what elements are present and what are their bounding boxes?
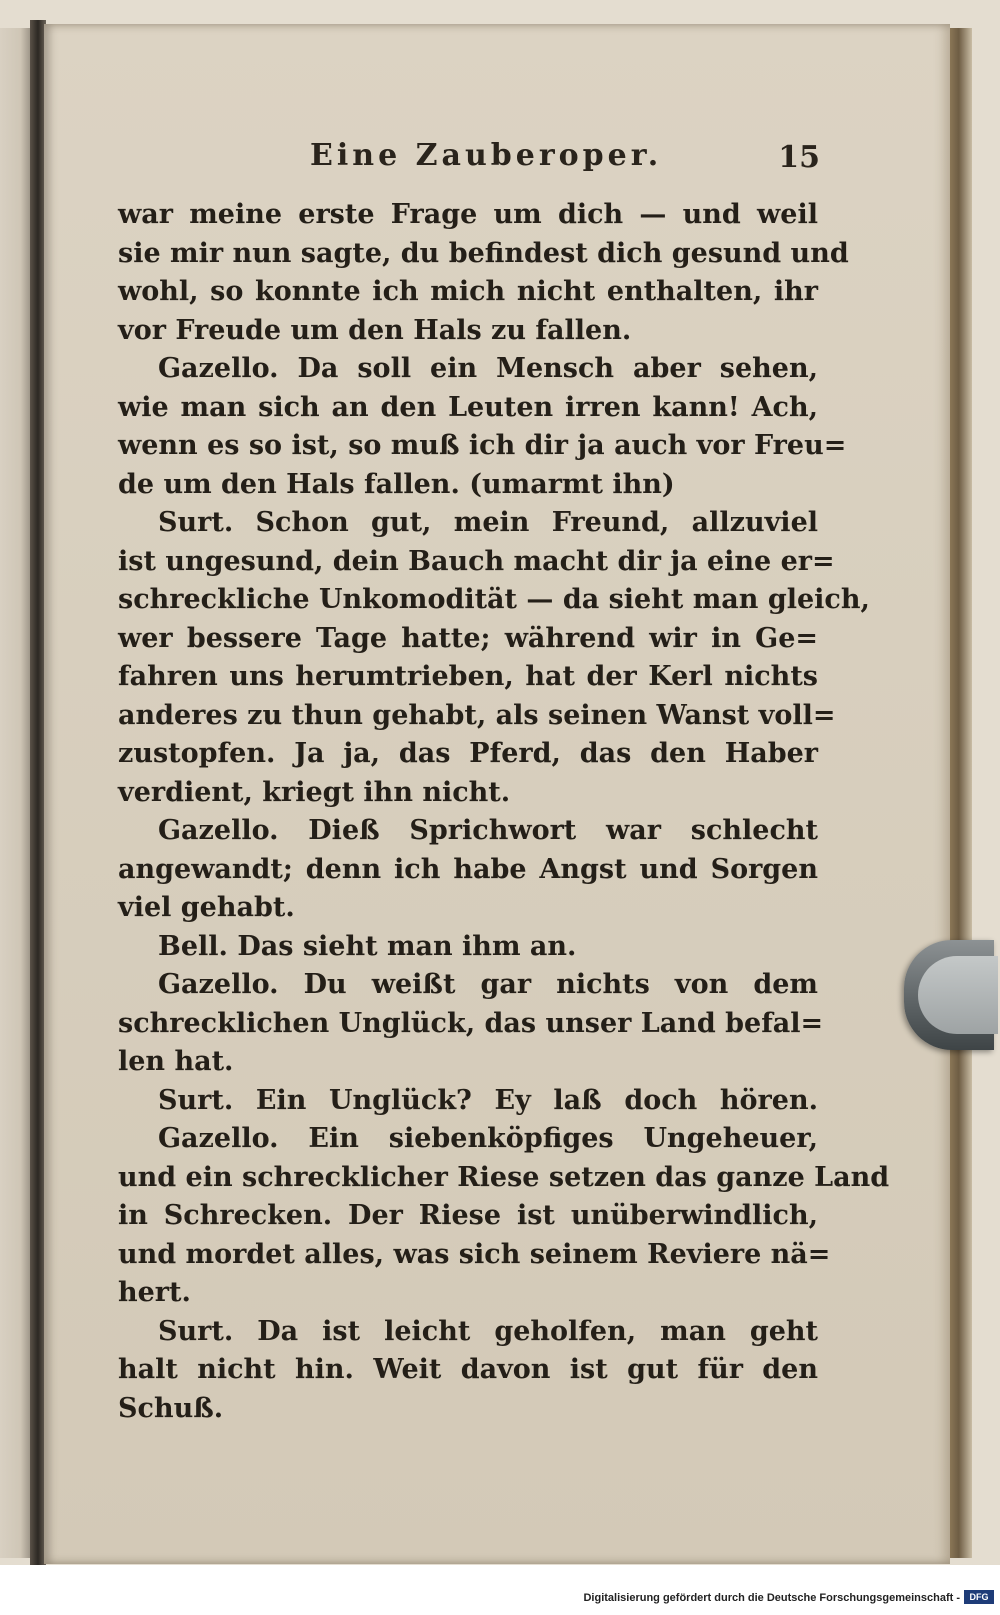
text-line: und mordet alles, was sich seinem Reviere nä= xyxy=(118,1238,831,1270)
text-line: Surt. Schon gut, mein Freund, allzuviel xyxy=(158,507,818,538)
text-line: Gazello. Da soll ein Mensch aber sehen, xyxy=(158,353,818,384)
body-text xyxy=(118,196,890,1428)
left-page-edge xyxy=(0,28,34,1558)
text-line: schrecklichen Unglück, das unser Land befal= xyxy=(118,1007,824,1039)
digitization-footer xyxy=(0,1580,1000,1615)
text-line: de um den Hals fallen. (umarmt ihn) xyxy=(118,468,675,500)
text-line: Surt. Ein Unglück? Ey laß doch hören. xyxy=(158,1084,818,1116)
text-line: halt nicht hin. Weit davon ist gut für den xyxy=(118,1354,818,1385)
page-clip-highlight xyxy=(918,956,998,1034)
text-line: Gazello. Dieß Sprichwort war schlecht xyxy=(158,815,818,846)
text-line: Surt. Da ist leicht geholfen, man geht xyxy=(158,1315,818,1347)
text-line: zustopfen. Ja ja, das Pferd, das den Haber xyxy=(118,738,818,769)
text-line: wie man sich an den Leuten irren kann! Ach, xyxy=(118,391,818,423)
text-line: anderes zu thun gehabt, als seinen Wanst voll= xyxy=(118,699,836,731)
page-number: 15 xyxy=(778,140,820,175)
scan-bottom-margin xyxy=(0,1565,1000,1580)
text-line: wenn es so ist, so muß ich dir ja auch vor Freu= xyxy=(118,430,847,461)
text-line: war meine erste Frage um dich — und weil xyxy=(118,199,818,230)
text-line: len hat. xyxy=(118,1046,234,1077)
text-line: verdient, kriegt ihn nicht. xyxy=(118,776,511,808)
dfg-logo: DFG xyxy=(964,1590,994,1604)
text-line: fahren uns herumtrieben, hat der Kerl nichts xyxy=(118,661,818,692)
text-line: und ein schrecklicher Riese setzen das ganze Land xyxy=(118,1161,890,1193)
text-line: Bell. Das sieht man ihm an. xyxy=(158,930,577,962)
text-line: sie mir nun sagte, du befindest dich gesund und xyxy=(118,237,849,269)
text-line: schreckliche Unkomodität — da sieht man gleich, xyxy=(118,584,870,615)
page-block-edge xyxy=(950,28,972,1558)
text-line: Gazello. Ein siebenköpfiges Ungeheuer, xyxy=(158,1123,818,1154)
running-title: Eine Zauberoper. xyxy=(310,138,663,173)
text-line: Gazello. Du weißt gar nichts von dem xyxy=(158,969,818,1000)
text-line: angewandt; denn ich habe Angst und Sorgen xyxy=(118,853,818,885)
text-line: Schuß. xyxy=(118,1392,224,1424)
text-line: wer bessere Tage hatte; während wir in Ge= xyxy=(118,622,818,654)
text-line: wohl, so konnte ich mich nicht enthalten, ihr xyxy=(118,276,818,307)
text-line: in Schrecken. Der Riese ist unüberwindlich, xyxy=(118,1200,818,1231)
page-header xyxy=(130,138,820,182)
text-line: ist ungesund, dein Bauch macht dir ja eine er= xyxy=(118,545,835,577)
funding-credit: Digitalisierung gefördert durch die Deutsche Forschungsgemeinschaft - xyxy=(583,1592,960,1604)
text-line: viel gehabt. xyxy=(118,892,295,923)
text-line: hert. xyxy=(118,1277,191,1308)
text-line: vor Freude um den Hals zu fallen. xyxy=(118,314,632,346)
